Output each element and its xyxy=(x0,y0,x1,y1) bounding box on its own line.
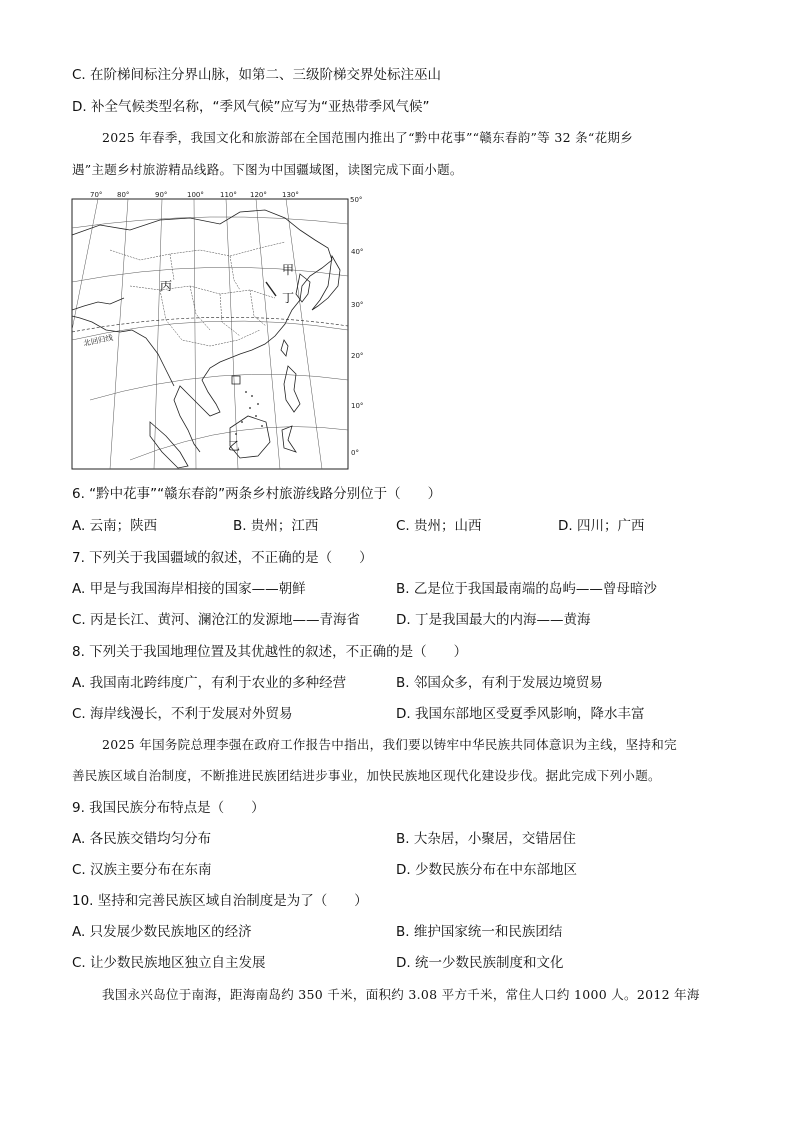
lat-label-20: 20° xyxy=(351,352,364,360)
china-territory-map xyxy=(70,190,370,472)
lon-label-110: 110° xyxy=(220,191,237,199)
passage-3-line-1: 我国永兴岛位于南海，距海南岛约 350 千米，面积约 3.08 平方千米，常住人口约 1000 人。2012 年海 xyxy=(102,987,700,1002)
q8-option-b[interactable]: B. 邻国众多，有利于发展边境贸易 xyxy=(396,675,603,691)
q9-option-c[interactable]: C. 汉族主要分布在东南 xyxy=(72,862,212,878)
q9-option-a[interactable]: A. 各民族交错均匀分布 xyxy=(72,831,212,847)
lon-label-90: 90° xyxy=(155,191,168,199)
passage-2-line-2: 善民族区域自治制度，不断推进民族团结进步事业，加快民族地区现代化建设步伐。据此完成下列小题。 xyxy=(72,768,661,783)
option-c-text: C. 在阶梯间标注分界山脉，如第二、三级阶梯交界处标注巫山 xyxy=(72,67,442,83)
lon-label-120: 120° xyxy=(250,191,267,199)
q7-stem: 7. 下列关于我国疆域的叙述，不正确的是（ ） xyxy=(72,550,373,566)
q6-stem: 6. “黔中花事”“赣东春韵”两条乡村旅游线路分别位于（ ） xyxy=(72,486,442,502)
q6-option-d[interactable]: D. 四川；广西 xyxy=(558,518,645,534)
q9-stem: 9. 我国民族分布特点是（ ） xyxy=(72,800,265,816)
label-ding: 丁 xyxy=(282,291,295,305)
q8-stem: 8. 下列关于我国地理位置及其优越性的叙述，不正确的是（ ） xyxy=(72,644,468,660)
q10-option-a[interactable]: A. 只发展少数民族地区的经济 xyxy=(72,924,252,940)
q7-option-a[interactable]: A. 甲是与我国海岸相接的国家——朝鲜 xyxy=(72,581,306,597)
q8-option-c[interactable]: C. 海岸线漫长，不利于发展对外贸易 xyxy=(72,706,293,722)
passage-2-line-1: 2025 年国务院总理李强在政府工作报告中指出，我们要以铸牢中华民族共同体意识为主线，坚持和完 xyxy=(102,737,677,752)
q6-option-b[interactable]: B. 贵州；江西 xyxy=(233,518,319,534)
q7-option-c[interactable]: C. 丙是长江、黄河、澜沧江的发源地——青海省 xyxy=(72,612,361,628)
q9-option-d[interactable]: D. 少数民族分布在中东部地区 xyxy=(396,862,577,878)
q10-option-b[interactable]: B. 维护国家统一和民族团结 xyxy=(396,924,563,940)
q9-option-b[interactable]: B. 大杂居，小聚居，交错居住 xyxy=(396,831,576,847)
q8-option-a[interactable]: A. 我国南北跨纬度广，有利于农业的多种经营 xyxy=(72,675,347,691)
q7-option-d[interactable]: D. 丁是我国最大的内海——黄海 xyxy=(396,612,591,628)
label-bing: 丙 xyxy=(160,279,173,293)
lat-label-0: 0° xyxy=(351,449,359,457)
tropic-label: 北回归线 xyxy=(82,332,114,348)
lon-label-100: 100° xyxy=(187,191,204,199)
lat-label-50: 50° xyxy=(350,196,363,204)
lat-label-30: 30° xyxy=(351,301,364,309)
lon-label-80: 80° xyxy=(117,191,130,199)
lon-label-130: 130° xyxy=(282,191,299,199)
passage-1-line-2: 遇”主题乡村旅游精品线路。下图为中国疆域图，读图完成下面小题。 xyxy=(72,162,463,177)
q10-stem: 10. 坚持和完善民族区域自治制度是为了（ ） xyxy=(72,893,368,909)
q8-option-d[interactable]: D. 我国东部地区受夏季风影响，降水丰富 xyxy=(396,706,645,722)
lon-label-70: 70° xyxy=(90,191,103,199)
label-yi: 乙 xyxy=(228,439,241,453)
passage-1-line-1: 2025 年春季，我国文化和旅游部在全国范围内推出了“黔中花事”“赣东春韵”等 32 条“花期乡 xyxy=(102,130,633,145)
q6-option-a[interactable]: A. 云南；陕西 xyxy=(72,518,158,534)
lat-label-40: 40° xyxy=(351,248,364,256)
map-frame xyxy=(72,199,348,469)
option-d-text: D. 补全气候类型名称，“季风气候”应写为“亚热带季风气候” xyxy=(72,99,430,115)
q10-option-d[interactable]: D. 统一少数民族制度和文化 xyxy=(396,955,564,971)
label-jia: 甲 xyxy=(282,263,295,277)
lat-label-10: 10° xyxy=(351,402,364,410)
q6-option-c[interactable]: C. 贵州；山西 xyxy=(396,518,482,534)
q7-option-b[interactable]: B. 乙是位于我国最南端的岛屿——曾母暗沙 xyxy=(396,581,657,597)
q10-option-c[interactable]: C. 让少数民族地区独立自主发展 xyxy=(72,955,266,971)
